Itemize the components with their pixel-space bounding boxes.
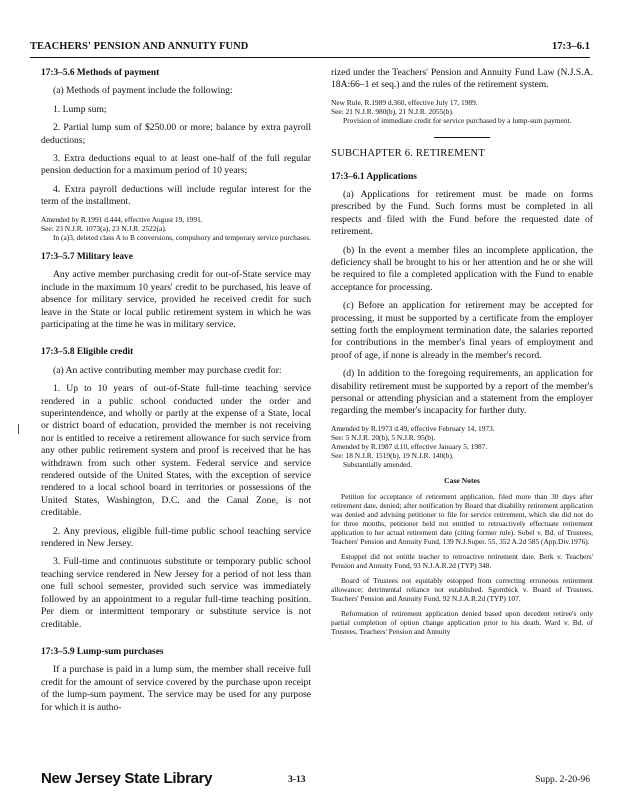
supplement-date: Supp. 2-20-96 [535, 774, 590, 785]
paragraph: (c) Before an application for retirement may be accepted for processing, it must be supported by a certificate from the employer setting forth the employment termination date, the salaries reported for contributions in the member's final years of employment and proof of age, if none is already in the member's record. [331, 300, 593, 361]
case-note: Reformation of retirement application denied based upon decedent retiree's only partial completion of option change application prior to his death. Ward v. Bd. of Trustees, Teachers' Pension and Annuity [331, 608, 593, 636]
section-heading-5-6: 17:3–5.6 Methods of payment [41, 68, 160, 78]
running-header [30, 41, 590, 57]
history-line: Substantially amended. [343, 460, 412, 470]
case-notes-heading: Case Notes [444, 476, 480, 486]
header-title: TEACHERS' PENSION AND ANNUITY FUND [30, 41, 249, 52]
header-rule [30, 57, 590, 58]
history-line: Provision of immediate credit for service purchased by a lump-sum payment. [343, 116, 572, 125]
list-item: 3. Extra deductions equal to at least one-half of the full regular pension deduction for a maximum period of 10 years; [41, 153, 311, 177]
subchapter-heading: SUBCHAPTER 6. RETIREMENT [331, 148, 486, 160]
margin-mark [18, 424, 19, 434]
paragraph: rized under the Teachers' Pension and Annuity Fund Law (N.J.S.A. 18A:66–1 et seq.) and the rules of the retirement system. [331, 67, 593, 91]
history-line: See: 5 N.J.R. 20(b), 5 N.J.R. 95(b). [331, 432, 436, 442]
section-heading-5-7: 17:3–5.7 Military leave [41, 251, 133, 262]
section-heading-6-1: 17:3–6.1 Applications [331, 171, 417, 182]
section-divider [434, 137, 490, 138]
list-item: 2. Partial lump sum of $250.00 or more; balance by extra payroll deductions; [41, 122, 311, 146]
paragraph: (a) Applications for retirement must be made on forms prescribed by the Fund. Such forms must be completed in all respects and filed with the Fund before the requested date of retirement. [331, 188, 593, 238]
paragraph: (b) In the event a member files an incomplete application, the deficiency shall be brought to his or her attention and he or she will be required to file a completed application with the Fund to enable acceptance for processing. [331, 244, 593, 293]
history-line: Amended by R.1973 d.49, effective February 14, 1973. [331, 423, 495, 433]
list-item: 4. Extra payroll deductions will include regular interest for the term of the installment. [41, 183, 311, 208]
list-item: 1. Up to 10 years of out-of-State full-time teaching service rendered in a public school conducted under the order and superintendence, and wholly or partly at the expense of a State, local or district board of education, provided the member is not receiving nor is entitled to receive a retirement allowance for such service from any other public retirement system and proof is received that he has withdrawn from such other system. Federal service and service rendered outside of the United States, with the exception of service rendered to a local school board in territories or possessions of the United States, Washington, D.C. and the Canal Zone, is not creditable. [41, 383, 311, 519]
paragraph: (a) Methods of payment include the following: [53, 85, 233, 97]
history-line: Amended by R.1987 d.10, effective January 5, 1987. [331, 442, 488, 451]
history-line: See: 23 N.J.R. 1073(a), 23 N.J.R. 2522(a). [41, 223, 167, 233]
section-heading-5-9: 17:3–5.9 Lump-sum purchases [41, 646, 164, 657]
header-section-number: 17:3–6.1 [551, 41, 590, 52]
paragraph: Any active member purchasing credit for out-of-State service may include in the maximum 10 years' credit to be purchased, his leave of absence for military service, provided he received credit for such leave in the State or local public retirement system in which he was participating at the time he was in military service. [41, 269, 311, 330]
right-column [331, 67, 593, 642]
library-logo: New Jersey State Library [41, 770, 213, 787]
left-column [41, 67, 311, 720]
page-number: 3-13 [288, 774, 306, 785]
list-item: 1. Lump sum; [53, 103, 107, 115]
history-note [331, 98, 593, 125]
history-line: New Rule, R.1989 d.360, effective July 17, 1989. [331, 97, 478, 107]
paragraph: (a) An active contributing member may purchase credit for: [53, 364, 282, 376]
history-line: Amended by R.1991 d.444, effective August 19, 1991. [41, 214, 203, 224]
history-line: See: 18 N.J.R. 1519(b), 19 N.J.R. 140(b). [331, 451, 454, 461]
history-line: See: 21 N.J.R. 980(b), 21 N.J.R. 2055(b). [331, 106, 454, 116]
list-item: 2. Any previous, eligible full-time public school teaching service rendered in New Jersey. [41, 525, 311, 550]
list-item: 3. Full-time and continuous substitute or temporary public school teaching service rendered in New Jersey for a period of not less than one full school semester, provided such service was immediately followed by an appointment to a regular full-time teaching position. Per diem or intermittent temporary or substitute service is not creditable. [41, 556, 311, 630]
section-heading-5-8: 17:3–5.8 Eligible credit [41, 347, 134, 358]
paragraph: (d) In addition to the foregoing requirements, an application for disability retirement must be supported by a report of the member's personal or attending physician and a statement from the employer regarding the member's incapacity for further duty. [331, 368, 593, 417]
paragraph: If a purchase is paid in a lump sum, the member shall receive full credit for the amount of service covered by the purchase upon receipt of the lump-sum payment. The service may be used for any purpose for which it is autho- [41, 664, 311, 713]
history-note [41, 215, 311, 242]
history-line: In (a)3, deleted class A to B conversions, compulsory and temporary service purchases. [53, 232, 311, 242]
case-note: Board of Trustees not equitably estopped from correcting erroneous retirement allowance; detrimental reliance not established. Sgombick v. Board of Trustees, Teachers' Pension and Annuity Fund, 92 N.J.A.R.2d (TYP) 107. [331, 575, 593, 603]
history-note [331, 424, 593, 469]
case-note: Estoppel did not entitle teacher to retroactive retirement date. Berk v. Teachers' Pension and Annuity Fund, 93 N.J.A.R.2d (TYP) 348. [331, 551, 593, 570]
case-note: Petition for acceptance of retirement application, filed more than 30 days after retirement date, denied; after notification by Board that disability retirement application was denied and advising petitioner to file for service retirement, which she did not do for three months, petitioner held not entitled to retroactively effectuate retirement application to her actual retirement date (citing former rule). Sobel v. Bd. of Trustees, Teachers' Pension and Annuity Fund, 139 N.J.Super. 55, 352 A.2d 585 (App.Div.1976). [331, 491, 593, 546]
